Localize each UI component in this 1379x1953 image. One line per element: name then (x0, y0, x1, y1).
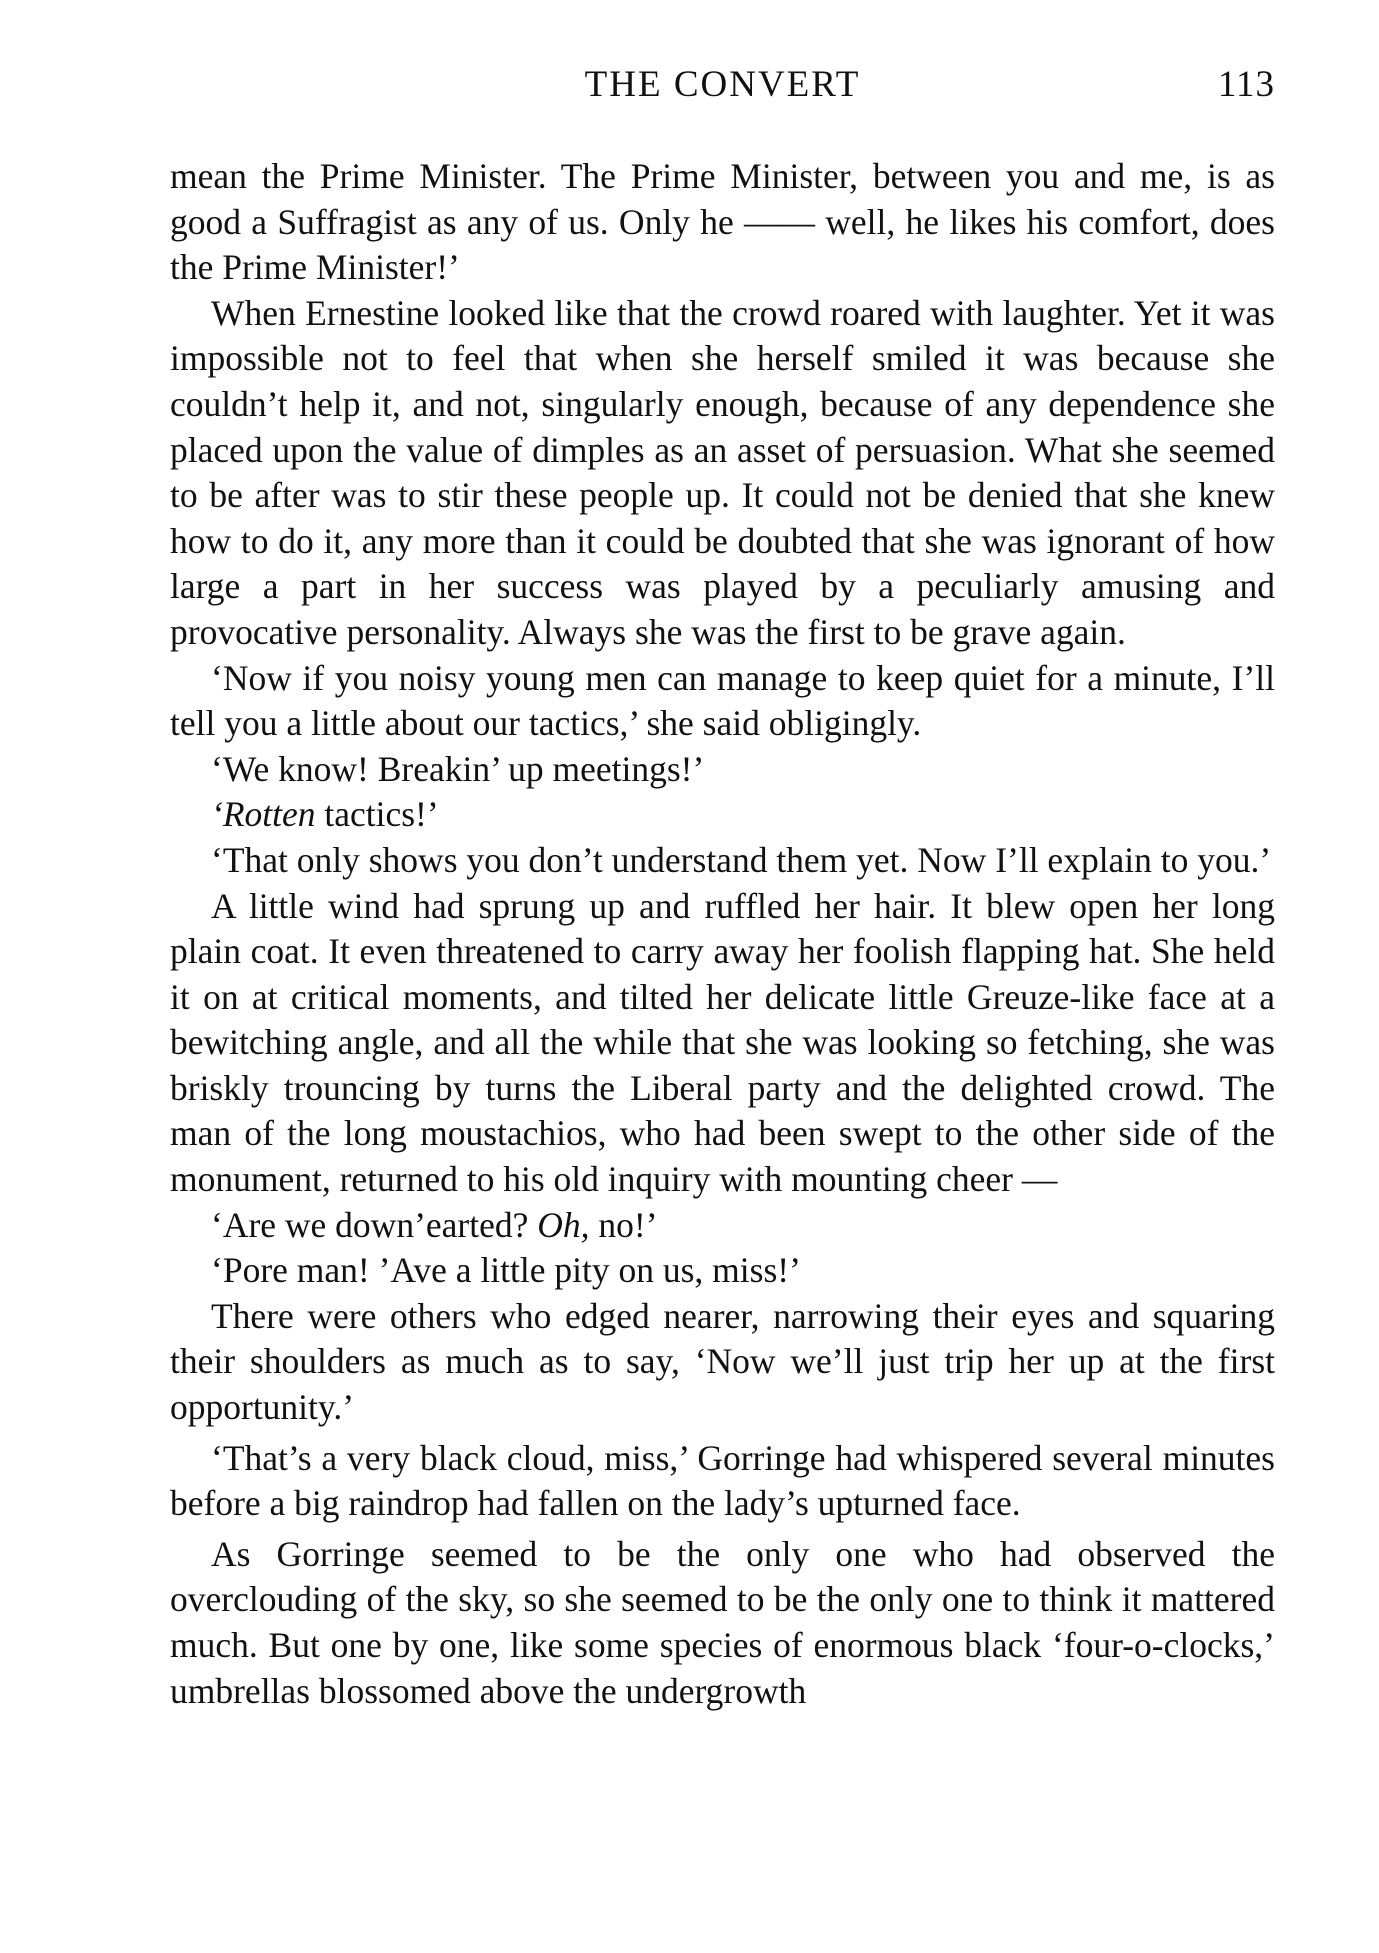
paragraph-text: ‘Are we down’earted? (211, 1204, 529, 1245)
page-header (170, 60, 1275, 110)
paragraph-text: no!’ (598, 1204, 658, 1245)
paragraph: mean the Prime Minister. The Prime Minister, between you and me, is as good a Suffragist as any of us. Only he —— well, he likes his comfort, does the Prime Minister!’ (170, 156, 1275, 288)
paragraph: ‘Pore man! ’Ave a little pity on us, miss!’ (211, 1250, 801, 1291)
running-title: THE CONVERT (584, 64, 861, 105)
paragraph: As Gorringe seemed to be the only one who had observed the overclouding of the sky, so she seemed to be the only one to think it mattered much. But one by one, like some species of enormous black ‘four-o-clocks,’ umbrellas blossomed above the undergrowth (170, 1533, 1275, 1711)
paragraph: There were others who edged nearer, narrowing their eyes and squaring their shoulders as much as to say, ‘Now we’ll just trip her up at the first opportunity.’ (170, 1295, 1275, 1428)
paragraph: ‘That’s a very black cloud, miss,’ Gorringe had whispered several minutes before a big raindrop had fallen on the lady’s upturned face. (170, 1437, 1275, 1524)
paragraph-text: tactics!’ (324, 794, 439, 835)
body-text (170, 154, 1275, 1714)
paragraph: A little wind had sprung up and ruffled her hair. It blew open her long plain coat. It even threatened to carry away her foolish flapping hat. She held it on at critical moments, and tilted her delicate little Greuze-like face at a bewitching angle, and all the while that she was looking so fetching, she was briskly trouncing by turns the Liberal party and the delighted crowd. The man of the long moustachios, who had been swept to the other side of the monument, returned to his old inquiry with mounting cheer — (170, 885, 1275, 1200)
paragraph: ‘That only shows you don’t understand them yet. Now I’ll explain to you.’ (211, 839, 1272, 880)
paragraph: ‘Now if you noisy young men can manage to keep quiet for a minute, I’ll tell you a little about our tactics,’ she said obligingly. (170, 657, 1275, 744)
paragraph: When Ernestine looked like that the crowd roared with laughter. Yet it was impossible not to feel that when she herself smiled it was because she couldn’t help it, and not, singularly enough, because of any dependence she placed upon the value of dimples as an asset of persuasion. What she seemed to be after was to stir these people up. It could not be denied that she knew how to do it, any more than it could be doubted that she was ignorant of how large a part in her success was played by a peculiarly amusing and provocative personality. Always she was the first to be grave again. (170, 292, 1275, 652)
page-number: 113 (1217, 64, 1275, 105)
paragraph: ‘We know! Breakin’ up meetings!’ (211, 748, 705, 789)
italic-text: ‘Rotten (211, 794, 316, 835)
paragraph (170, 1203, 1275, 1249)
italic-text: Oh, (537, 1204, 590, 1245)
paragraph (170, 792, 1275, 838)
